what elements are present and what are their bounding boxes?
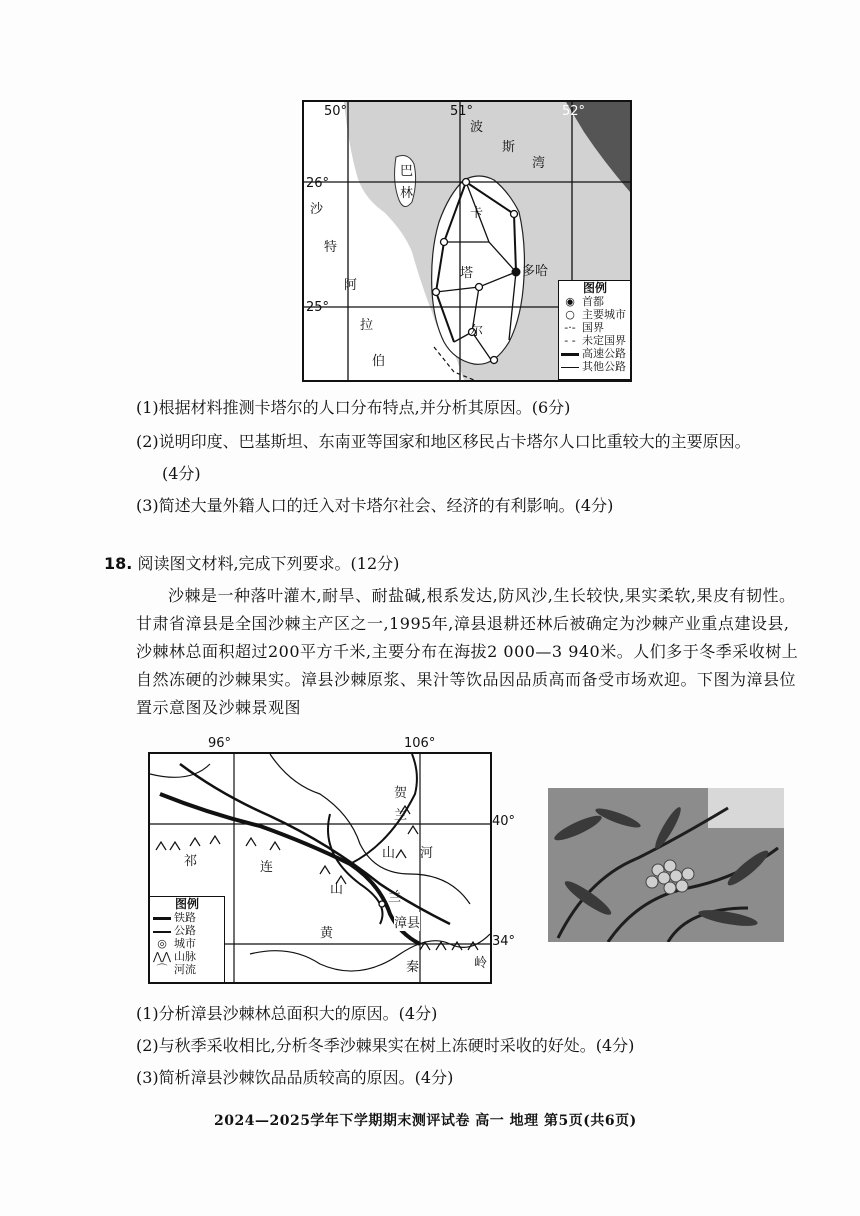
zhang-county-map [148,752,492,984]
q18-item-1: (1)分析漳县沙棘林总面积大的原因。(4分) [136,1004,438,1023]
q17-item-1: (1)根据材料推测卡塔尔的人口分布特点,并分析其原因。(6分) [136,398,571,417]
q18-number: 18. [104,554,133,573]
city-icon: ◎ [157,937,167,950]
river-icon: ⌒ [156,963,168,976]
border-line-icon: -·- [564,321,576,334]
legend2-road: 公路 [153,924,221,937]
lon-label-52: 52° [562,104,586,119]
sea-buckthorn-photo [548,788,784,942]
label-saudi-1: 沙 [310,202,324,217]
map-label-qin: 秦 [406,960,420,975]
label-qatar-2: 塔 [460,266,474,281]
railway-icon [153,917,171,920]
map-lon-106: 106° [404,736,436,751]
q17-item-3: (3)简述大量外籍人口的迁入对卡塔尔社会、经济的有利影响。(4分) [136,496,614,515]
lat-label-26: 26° [306,176,330,191]
legend2-title: 图例 [174,897,199,911]
q17-item-2: (2)说明印度、巴基斯坦、东南亚等国家和地区移民占卡塔尔人口比重较大的主要原因。 [136,432,751,451]
map-label-lian: 连 [260,860,274,875]
label-saudi-3: 阿 [344,278,358,293]
map-label-zhangxian: 漳县 [394,912,420,931]
map-label-he: 贺 [394,786,408,801]
q18-prompt: 阅读图文材料,完成下列要求。(12分) [137,554,400,573]
qatar-map-legend [558,280,632,380]
map-label-ling: 岭 [474,956,488,971]
map-label-shan-1: 山 [382,846,396,861]
label-persian-gulf-3: 湾 [532,156,546,171]
city-icon: ○ [565,308,575,321]
page-footer: 2024—2025学年下学期期末测评试卷 高一 地理 第5页(共6页) [214,1113,637,1129]
legend-highway: 高速公路 [561,347,629,360]
lon-label-50: 50° [324,104,348,119]
q17-item-2-cont: (4分) [162,464,201,483]
label-persian-gulf-2: 斯 [502,140,516,155]
mountain-icon: ⋀⋀ [153,950,172,963]
q18-item-2: (2)与秋季采收相比,分析冬季沙棘果实在树上冻硬时采收的好处。(4分) [136,1036,635,1055]
map-label-huang: 黄 [320,926,334,941]
thin-line-icon [561,367,579,368]
map-label-river: 河 [420,846,434,861]
legend2-mountain: ⋀⋀ 山脉 [153,950,196,963]
q18-item-3: (3)简析漳县沙棘饮品品质较高的原因。(4分) [136,1068,454,1087]
legend-border: -·- 国界 [561,321,629,334]
legend-undetermined-border: - - 未定国界 [561,334,629,347]
map-lon-96: 96° [208,736,232,751]
sea-buckthorn-photo-graphic [548,788,784,942]
label-persian-gulf-1: 波 [470,120,484,135]
legend-capital: ◉ 首都 [561,295,629,308]
map-label-shan-2: 山 [330,882,344,897]
qatar-map [302,100,632,382]
label-saudi-2: 特 [324,240,338,255]
label-doha: 多哈 [522,264,549,279]
lon-label-51: 51° [450,104,474,119]
legend-major-city: ○ 主要城市 [561,308,629,321]
map-lat-40: 40° [492,814,516,829]
zhang-map-legend [150,896,225,983]
lat-label-25: 25° [306,300,330,315]
legend-other-road: 其他公路 [561,360,629,373]
legend2-railway: 铁路 [153,911,221,924]
label-qatar-1: 卡 [470,206,484,221]
road-icon [153,931,171,933]
map-lat-34: 34° [492,934,516,949]
label-bahrain-2: 林 [400,186,414,201]
label-bahrain-1: 巴 [400,164,414,179]
label-qatar-3: 尔 [470,324,484,339]
map-label-lan-1: 兰 [394,808,408,823]
legend2-river: ⌒ 河流 [153,963,221,976]
map-label-lanzhou: 兰 [388,890,402,905]
label-saudi-5: 伯 [372,354,386,369]
dashed-line-icon: - - [564,334,576,347]
legend2-city: ◎ 城市 [153,937,221,950]
q18-header [104,552,399,576]
thick-line-icon [561,353,579,356]
capital-icon: ◉ [565,295,575,308]
map-label-qi: 祁 [184,854,198,869]
q18-paragraph: 沙棘是一种落叶灌木,耐旱、耐盐碱,根系发达,防风沙,生长较快,果实柔软,果皮有韧性。甘肃省漳县是全国沙棘主产区之一,1995年,漳县退耕还林后被确定为沙棘产业重点建设县,沙棘林总面积超过200平方千米,主要分布在海拔2 000—3 940米。人们多于冬季采收树上自然冻硬的沙棘果实。漳县沙棘原浆、果汁等饮品因品质高而备受市场欢迎。下图为漳县位置示意图及沙棘景观图 [136,586,799,717]
legend-title: 图例 [582,281,607,295]
label-saudi-4: 拉 [360,318,374,333]
